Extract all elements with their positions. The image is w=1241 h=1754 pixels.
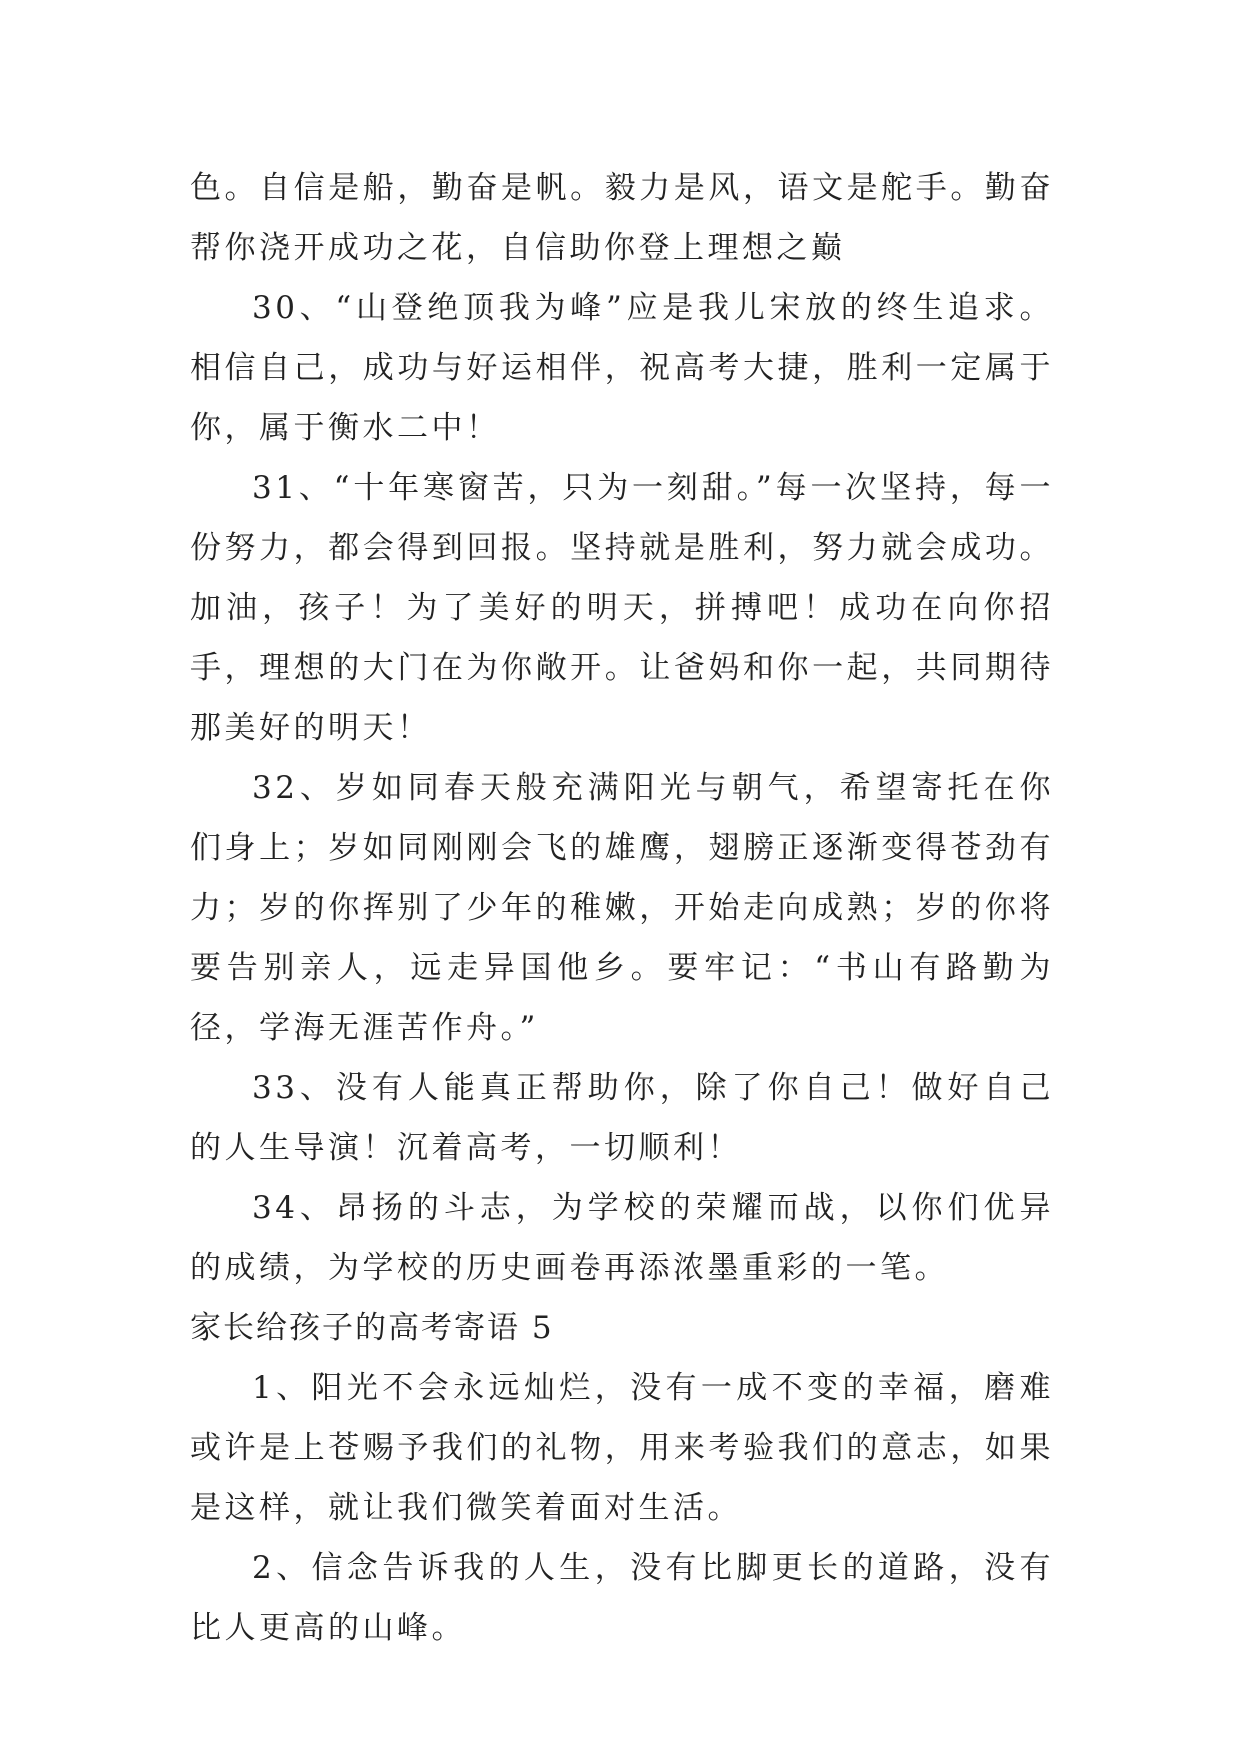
paragraph-item-31: 31、“十年寒窗苦，只为一刻甜。”每一次坚持，每一份努力，都会得到回报。坚持就是胜利，努力就会成功。加油，孩子！为了美好的明天，拼搏吧！成功在向你招手，理想的大门在为你敞开。让爸妈和你一起，共同期待那美好的明天！ [190,470,1054,746]
document-body [190,158,1054,1658]
section-heading: 家长给孩子的高考寄语 5 [190,1310,554,1346]
paragraph-item-1: 1、阳光不会永远灿烂，没有一成不变的幸福，磨难或许是上苍赐予我们的礼物，用来考验我们的意志，如果是这样，就让我们微笑着面对生活。 [190,1370,1054,1526]
paragraph-item-2: 2、信念告诉我的人生，没有比脚更长的道路，没有比人更高的山峰。 [190,1550,1054,1646]
paragraph-item-34: 34、昂扬的斗志，为学校的荣耀而战，以你们优异的成绩，为学校的历史画卷再添浓墨重彩的一笔。 [190,1190,1054,1286]
paragraph-item-30: 30、“山登绝顶我为峰”应是我儿宋放的终生追求。相信自己，成功与好运相伴，祝高考大捷，胜利一定属于你，属于衡水二中！ [190,290,1054,446]
paragraph-item-33: 33、没有人能真正帮助你，除了你自己！做好自己的人生导演！沉着高考，一切顺利！ [190,1070,1054,1166]
paragraph-continuation: 色。自信是船，勤奋是帆。毅力是风，语文是舵手。勤奋帮你浇开成功之花，自信助你登上理想之巅 [190,170,1054,266]
paragraph-item-32: 32、岁如同春天般充满阳光与朝气，希望寄托在你们身上；岁如同刚刚会飞的雄鹰，翅膀正逐渐变得苍劲有力；岁的你挥别了少年的稚嫩，开始走向成熟；岁的你将要告别亲人，远走异国他乡。要牢记：“书山有路勤为径，学海无涯苦作舟。” [190,770,1054,1046]
